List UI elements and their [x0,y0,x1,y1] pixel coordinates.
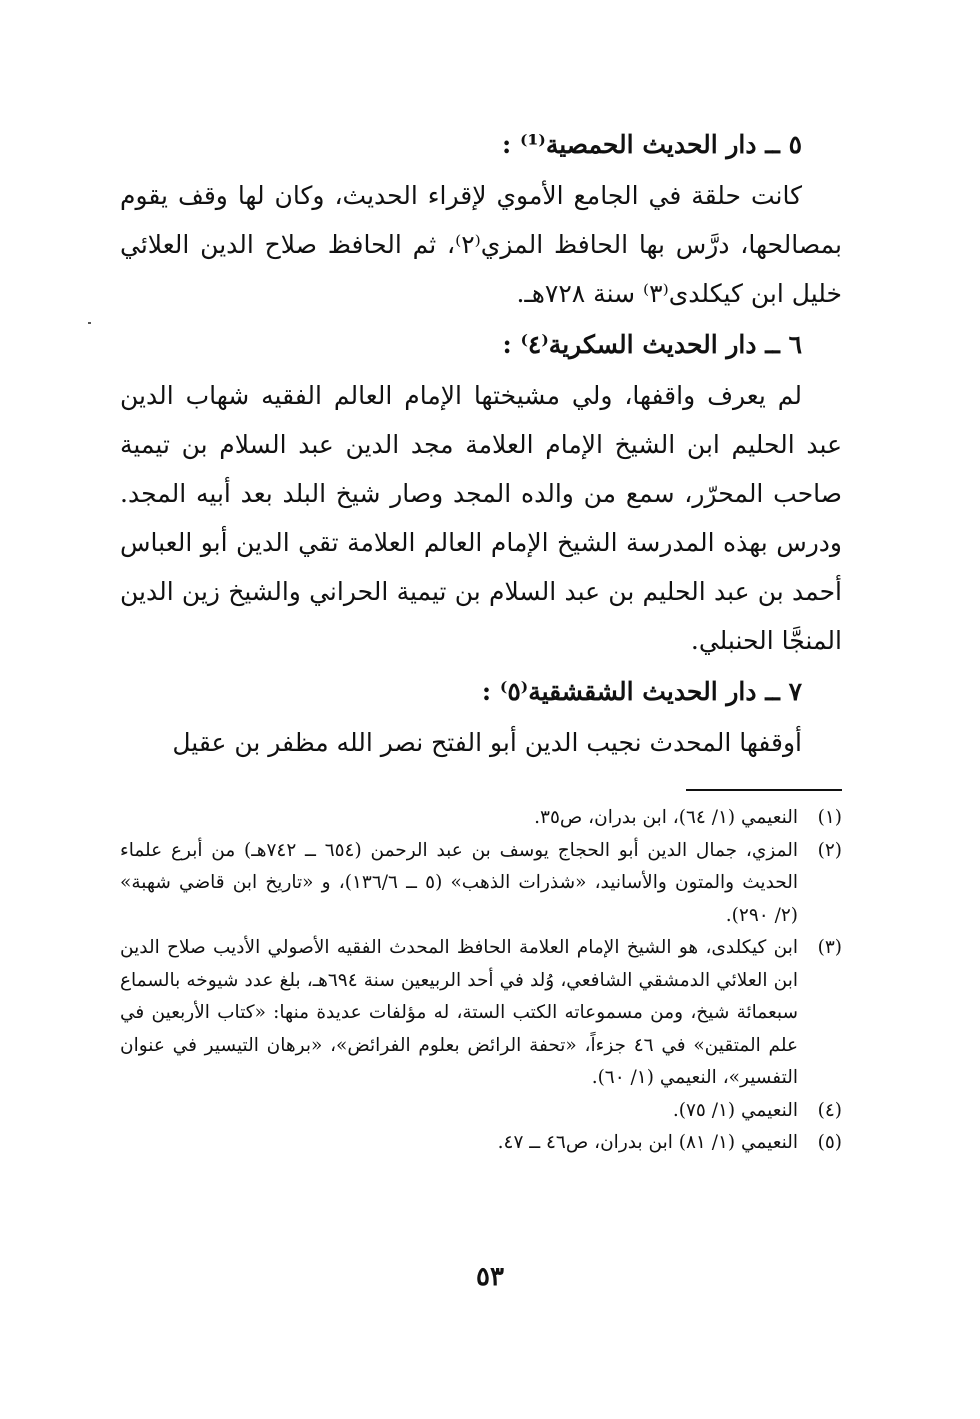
page-number: ٥٣ [476,1262,504,1292]
scan-speck [88,322,91,324]
footnotes [120,802,842,1160]
footnote-5 [120,1127,842,1160]
section-heading-5: ٥ ــ دار الحديث الحمصية⁽¹⁾ : [502,130,802,159]
footnote-divider [686,789,842,791]
section-paragraph-7: أوقفها المحدث نجيب الدين أبو الفتح نصر الله مظفر بن عقيل [172,728,802,757]
footnote-number: (٥) [817,1132,842,1153]
main-text [120,120,842,769]
section-paragraph-6: لم يعرف واقفها، ولي مشيختها الإمام العالم الفقيه شهاب الدين عبد الحليم ابن الشيخ الإمام العلامة مجد الدين عبد السلام بن تيمية صاحب المحرّر، سمع من والده المجد وصار شيخ البلد بعد أبيه المجد. ودرس بهذه المدرسة الشيخ الإمام العالم العلامة تقي الدين أبو العباس أحمد بن عبد الحليم بن عبد السلام بن تيمية الحراني والشيخ زين الدين المنجَّا الحنبلي. [120,381,843,655]
footnote-text: ابن كيكلدى، هو الشيخ الإمام العلامة الحافظ المحدث الفقيه الأصولي الأديب صلاح الدين ابن العلائي الدمشقي الشافعي، وُلد في أحد الربيعين سنة ٦٩٤هـ، بلغ عدد شيوخه بالسماع سبعمائة شيخ، ومن مسموعاته الكتب الستة، له مؤلفات عديدة منها: «كتاب الأربعين في علم المتقين» في ٤٦ جزءاً، «تحفة الرائض بعلوم الفرائض»، «برهان التيسير في عنوان التفسير»، النعيمي (١/ ٦٠). [120,937,798,1088]
footnote-number: (٣) [817,937,842,958]
section-heading-6: ٦ ــ دار الحديث السكرية⁽٤⁾ : [502,330,802,359]
footnote-text: النعيمي (١/ ٦٤)، ابن بدران، ص٣٥. [534,807,798,828]
footnote-3 [120,932,842,1095]
footnote-number: (٤) [817,1099,842,1121]
footnote-text: النعيمي (١/ ٨١) ابن بدران، ص٤٦ ــ ٤٧. [497,1132,798,1153]
footnote-number: (١) [817,807,842,828]
footnote-text: النعيمي (١/ ٧٥). [672,1099,798,1121]
section-paragraph-5: كانت حلقة في الجامع الأموي لإقراء الحديث، وكان لها وقف يقوم بمصالحها، درَّس بها الحافظ المزي⁽٢⁾، ثم الحافظ صلاح الدين العلائي خليل ابن كيكلدى⁽٣⁾ سنة ٧٢٨هـ. [120,181,842,308]
footnote-text: المزي، جمال الدين أبو الحجاج يوسف بن عبد الرحمن (٦٥٤ ــ ٧٤٢هـ) من أبرع علماء الحديث والمتون والأسانيد، «شذرات الذهب» (٥ ــ ١٣٦/٦)، و «تاريخ ابن قاضي شهبة» (٢/ ٢٩٠). [120,839,799,926]
footnote-2 [120,835,842,933]
footnote-number: (٢) [817,839,842,861]
footnote-4 [120,1095,842,1128]
footnote-1 [120,802,842,835]
section-heading-7: ٧ ــ دار الحديث الشقشقية⁽٥⁾ : [481,677,802,706]
